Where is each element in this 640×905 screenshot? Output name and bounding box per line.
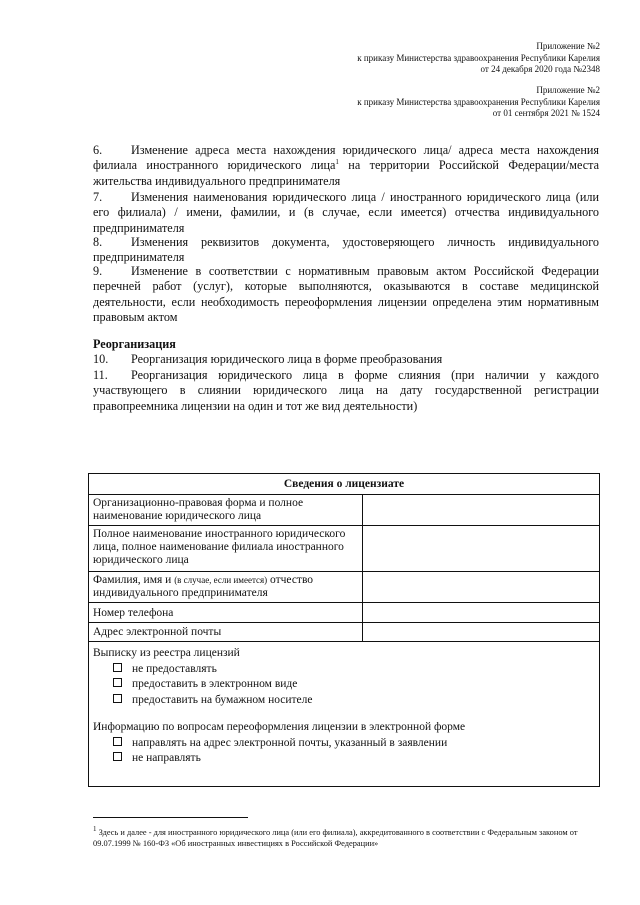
extract-title: Выписку из реестра лицензий [93, 647, 240, 659]
checkbox[interactable] [113, 752, 122, 761]
info-title: Информацию по вопросам переоформления лицензии в электронной форме [93, 721, 466, 733]
row-value-field[interactable] [363, 603, 599, 622]
option-label: не предоставлять [132, 662, 217, 675]
item-number: 8. [93, 235, 103, 249]
header-appendix-2 [357, 85, 600, 120]
item-9 [93, 264, 599, 326]
header-line: от 01 сентября 2021 № 1524 [492, 108, 600, 118]
footnote-mark: 1 [93, 825, 97, 834]
item-text: Изменение адреса места нахождения юридического лица/ адреса места нахождения филиала иностранного юридического лица [93, 143, 599, 173]
item-number: 7. [93, 190, 103, 204]
row-label: Адрес электронной почты [89, 623, 363, 641]
table-title: Сведения о лицензиате [89, 474, 599, 495]
checkbox[interactable] [113, 694, 122, 703]
row-label-text: Фамилия, имя и [93, 574, 175, 586]
item-text: Изменения реквизитов документа, удостоверяющего личность индивидуального предпринимателя [93, 235, 599, 265]
footnote-text: Здесь и далее - для иностранного юридического лица (или его филиала), аккредитованного в соответствии с Федеральным законом от 09.07.1999 № 160-ФЗ «Об иностранных инвестициях в Российской Федерации» [93, 828, 578, 848]
table-row [89, 526, 599, 572]
item-6 [93, 143, 599, 189]
table-row [89, 623, 599, 642]
option-label: направлять на адрес электронной почты, указанный в заявлении [132, 736, 448, 749]
option-label: предоставить на бумажном носителе [132, 693, 313, 706]
item-number: 10. [93, 352, 109, 366]
table-row [89, 572, 599, 603]
licensee-info-table [88, 473, 600, 787]
item-text: Изменение в соответствии с нормативным правовым актом Российской Федерации перечней работ (услуг), которые выполняются, оказываются в составе медицинской деятельности, если необходимость переоформления лицензии определена этим нормативным правовым актом [93, 264, 599, 325]
row-value-field[interactable] [363, 572, 599, 602]
header-line: Приложение №2 [536, 85, 600, 95]
item-number: 6. [93, 143, 103, 157]
item-number: 9. [93, 264, 103, 278]
table-row [89, 495, 599, 526]
footnote [93, 827, 603, 849]
row-label: Организационно-правовая форма и полное наименование юридического лица [89, 495, 363, 525]
item-8 [93, 235, 599, 266]
header-line: к приказу Министерства здравоохранения Республики Карелия [357, 96, 600, 107]
checkbox[interactable] [113, 678, 122, 687]
option-row [93, 677, 595, 693]
row-value-field[interactable] [363, 526, 599, 571]
item-text: Изменения наименования юридического лица / иностранного юридического лица (или его филиала) / имени, фамилии, и (в случае, если имеется) отчества индивидуального предпринимателя [93, 190, 599, 235]
option-row [93, 662, 595, 678]
header-appendix-1 [357, 41, 600, 76]
checkbox[interactable] [113, 737, 122, 746]
item-text: на территории Российской Федерации/места жительства индивидуального предпринимателя [93, 158, 599, 188]
footnote-ref: 1 [335, 158, 339, 167]
item-7 [93, 190, 599, 236]
row-label-note: (в случае, если имеется) [174, 575, 268, 585]
item-number: 11. [93, 368, 108, 382]
header-line: Приложение №2 [536, 41, 600, 51]
row-value-field[interactable] [363, 623, 599, 641]
item-11 [93, 368, 599, 414]
option-row [93, 693, 595, 709]
table-row [89, 603, 599, 623]
option-row [93, 736, 595, 752]
section-title: Реорганизация [93, 337, 176, 351]
header-line: к приказу Министерства здравоохранения Республики Карелия [357, 52, 600, 63]
option-label: не направлять [132, 752, 201, 764]
row-label: Полное наименование иностранного юридического лица, полное наименование филиала иностранного юридического лица [89, 526, 363, 571]
item-text: Реорганизация юридического лица в форме слияния (при наличии у каждого участвующего в слиянии юридического лица на дату государственной регистрации правопреемника лицензии на один и тот же вид деятельности) [93, 368, 599, 413]
option-label: предоставить в электронном виде [132, 678, 298, 690]
row-value-field[interactable] [363, 495, 599, 525]
row-label [89, 572, 363, 602]
extract-options [89, 642, 599, 767]
item-text: Реорганизация юридического лица в форме преобразования [131, 352, 443, 366]
footnote-divider [93, 817, 248, 818]
row-label-text: отчество индивидуального предпринимателя [93, 574, 314, 599]
checkbox[interactable] [113, 663, 122, 672]
item-10 [93, 352, 599, 367]
header-line: от 24 декабря 2020 года №2348 [480, 64, 600, 74]
row-label: Номер телефона [89, 603, 363, 622]
option-row [93, 751, 595, 767]
